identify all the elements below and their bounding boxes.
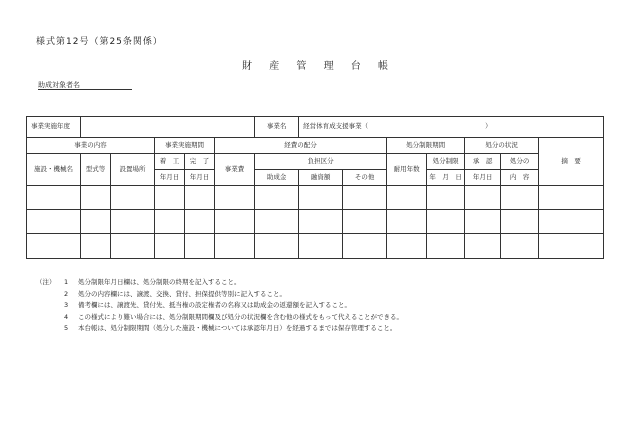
note-number: 4 <box>64 312 69 321</box>
loan-header: 融資額 <box>299 170 343 186</box>
data-cell[interactable] <box>501 210 539 234</box>
disposal-status-group-header: 処分の状況 <box>465 138 539 154</box>
data-cell[interactable] <box>215 210 255 234</box>
period-group-header: 事業実施期間 <box>155 138 215 154</box>
data-cell[interactable] <box>255 186 299 210</box>
table-row[interactable] <box>27 210 604 234</box>
data-cell[interactable] <box>111 186 155 210</box>
data-cell[interactable] <box>343 210 387 234</box>
data-cell[interactable] <box>343 234 387 259</box>
note-text: 備考欄には、譲渡先、貸付先、抵当権の設定権者の名称又は助成金の返還額を記入すること。 <box>78 301 351 309</box>
note-item <box>36 277 403 289</box>
note-text: 処分制限年月日欄は、処分制限の終期を記入すること。 <box>78 278 241 286</box>
expense-group-header: 経費の配分 <box>215 138 387 154</box>
note-text: この様式により難い場合には、処分制限期間欄及び処分の状況欄を含む他の様式をもって代えることができる。 <box>78 312 403 321</box>
model-header: 型式等 <box>81 154 111 186</box>
year-label-cell: 事業実施年度 <box>27 117 81 138</box>
note-text: 本台帳は、処分制限期間（処分した施設・機械については承認年月日）を経過するまでは保存管理すること。 <box>78 324 397 332</box>
end-date-header: 完 了 <box>185 154 215 170</box>
note-item <box>36 289 403 301</box>
notes-prefix: （注） <box>36 278 56 286</box>
data-cell[interactable] <box>299 210 343 234</box>
other-header: その他 <box>343 170 387 186</box>
disposal-content-header: 処分の <box>501 154 539 170</box>
data-cell[interactable] <box>81 210 111 234</box>
data-cell[interactable] <box>387 186 427 210</box>
data-cell[interactable] <box>343 186 387 210</box>
page-title: 財 産 管 理 台 帳 <box>242 61 388 72</box>
restriction-period-group-header: 処分制限期間 <box>387 138 465 154</box>
burden-header: 負担区分 <box>255 154 387 170</box>
approval-date-subheader: 年月日 <box>465 170 501 186</box>
note-item <box>36 323 403 335</box>
data-cell[interactable] <box>215 234 255 259</box>
data-cell[interactable] <box>27 210 81 234</box>
data-cell[interactable] <box>155 210 185 234</box>
note-number: 3 <box>64 301 69 309</box>
data-cell[interactable] <box>539 186 604 210</box>
table-row[interactable] <box>27 234 604 259</box>
restriction-date-header: 処分制限 <box>427 154 465 170</box>
note-number: 1 <box>64 278 69 286</box>
data-cell[interactable] <box>427 234 465 259</box>
form-number: 様式第12号（第25条関係） <box>36 37 163 47</box>
remarks-header: 摘 要 <box>539 138 604 186</box>
data-cell[interactable] <box>501 186 539 210</box>
data-cell[interactable] <box>27 234 81 259</box>
notes-section <box>36 277 403 335</box>
data-cell[interactable] <box>27 186 81 210</box>
content-group-header: 事業の内容 <box>27 138 155 154</box>
subsidy-header: 助成金 <box>255 170 299 186</box>
approval-date-header: 承 認 <box>465 154 501 170</box>
table-row[interactable] <box>27 186 604 210</box>
note-number: 2 <box>64 289 69 298</box>
disposal-content-subheader: 内 容 <box>501 170 539 186</box>
project-cost-header: 事業費 <box>215 154 255 186</box>
data-cell[interactable] <box>81 186 111 210</box>
end-date-subheader: 年月日 <box>185 170 215 186</box>
data-cell[interactable] <box>155 234 185 259</box>
data-cell[interactable] <box>255 234 299 259</box>
table-row-column-headers-top <box>27 154 604 170</box>
table-row-group-headers <box>27 138 604 154</box>
data-cell[interactable] <box>539 234 604 259</box>
data-cell[interactable] <box>185 186 215 210</box>
data-cell[interactable] <box>427 186 465 210</box>
property-ledger-table <box>26 116 604 259</box>
data-cell[interactable] <box>111 210 155 234</box>
table-row-business <box>27 117 604 138</box>
data-cell[interactable] <box>299 234 343 259</box>
data-cell[interactable] <box>299 186 343 210</box>
data-cell[interactable] <box>155 186 185 210</box>
restriction-date-subheader: 年 月 日 <box>427 170 465 186</box>
note-item <box>36 300 403 312</box>
grantee-label: 助成対象者名 <box>38 81 80 89</box>
data-cell[interactable] <box>465 210 501 234</box>
facility-header: 施設・機械名 <box>27 154 81 186</box>
business-name-value-cell[interactable]: 経営体育成支援事業（ ） <box>299 117 604 138</box>
data-cell[interactable] <box>501 234 539 259</box>
data-cell[interactable] <box>185 234 215 259</box>
data-cell[interactable] <box>387 234 427 259</box>
data-cell[interactable] <box>255 210 299 234</box>
note-text: 処分の内容欄には、譲渡、交換、貸付、担保提供等別に記入すること。 <box>78 289 286 298</box>
data-cell[interactable] <box>539 210 604 234</box>
data-cell[interactable] <box>215 186 255 210</box>
data-cell[interactable] <box>465 186 501 210</box>
data-cell[interactable] <box>387 210 427 234</box>
year-value-cell[interactable] <box>81 117 255 138</box>
business-name-label-cell: 事業名 <box>255 117 299 138</box>
data-cell[interactable] <box>111 234 155 259</box>
grantee-name-line <box>38 89 132 90</box>
start-date-header: 着 工 <box>155 154 185 170</box>
start-date-subheader: 年月日 <box>155 170 185 186</box>
note-number: 5 <box>64 324 69 332</box>
data-cell[interactable] <box>465 234 501 259</box>
data-cell[interactable] <box>427 210 465 234</box>
data-cell[interactable] <box>81 234 111 259</box>
data-cell[interactable] <box>185 210 215 234</box>
location-header: 設置場所 <box>111 154 155 186</box>
note-item <box>36 312 403 324</box>
useful-life-header: 耐用年数 <box>387 154 427 186</box>
